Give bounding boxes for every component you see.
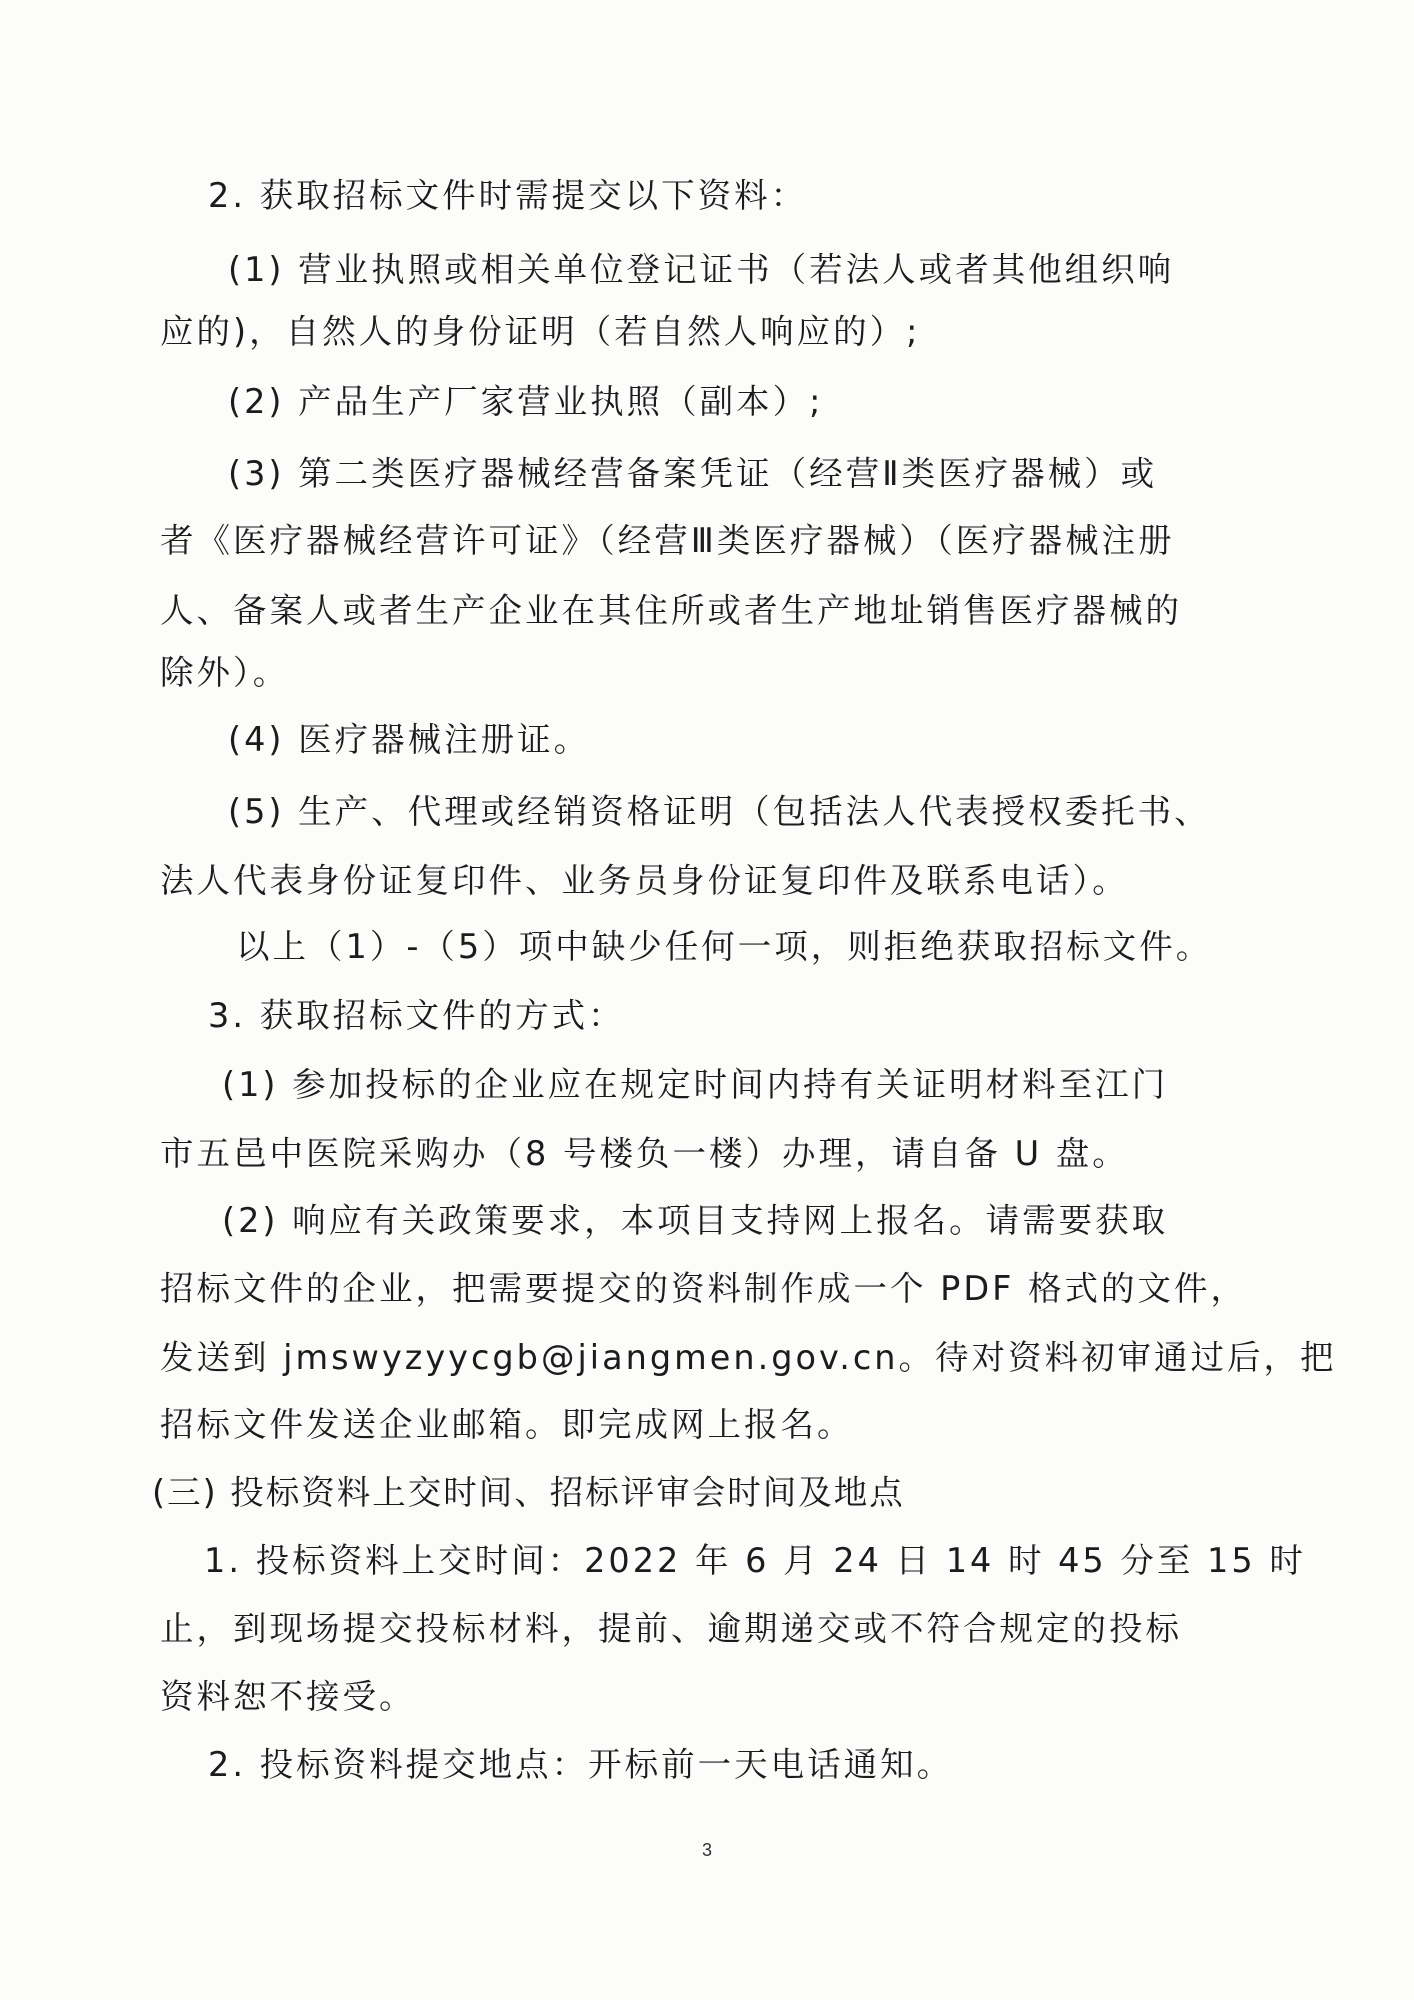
text-line-17: 招标文件的企业，把需要提交的资料制作成一个 PDF 格式的文件， <box>160 1269 1248 1308</box>
text-line-16: (2) 响应有关政策要求，本项目支持网上报名。请需要获取 <box>222 1201 1169 1240</box>
text-line-24: 2. 投标资料提交地点：开标前一天电话通知。 <box>208 1745 954 1784</box>
text-line-3: 应的)，自然人的身份证明（若自然人响应的）; <box>160 312 921 351</box>
text-line-10: (5) 生产、代理或经销资格证明（包括法人代表授权委托书、 <box>228 792 1211 831</box>
text-line-19: 招标文件发送企业邮箱。即完成网上报名。 <box>160 1405 854 1444</box>
section-heading-3: (三) 投标资料上交时间、招标评审会时间及地点 <box>152 1473 905 1512</box>
text-line-6: 者《医疗器械经营许可证》（经营Ⅲ类医疗器械）（医疗器械注册 <box>160 521 1175 560</box>
page-number: 3 <box>701 1840 712 1860</box>
text-line-21: 1. 投标资料上交时间：2022 年 6 月 24 日 14 时 45 分至 15 时 <box>204 1541 1306 1580</box>
text-line-5: (3) 第二类医疗器械经营备案凭证（经营Ⅱ类医疗器械）或 <box>228 454 1158 493</box>
text-line-1: 2. 获取招标文件时需提交以下资料： <box>208 176 808 215</box>
text-line-2: (1) 营业执照或相关单位登记证书（若法人或者其他组织响 <box>228 250 1175 289</box>
text-line-15: 市五邑中医院采购办（8 号楼负一楼）办理，请自备 U 盘。 <box>160 1134 1129 1173</box>
text-line-18: 发送到 jmswyzyycgb@jiangmen.gov.cn。待对资料初审通过后，把 <box>160 1338 1337 1377</box>
text-line-12: 以上（1）-（5）项中缺少任何一项，则拒绝获取招标文件。 <box>236 927 1213 966</box>
text-line-23: 资料恕不接受。 <box>160 1677 416 1716</box>
text-line-11: 法人代表身份证复印件、业务员身份证复印件及联系电话）。 <box>160 861 1129 900</box>
text-line-13: 3. 获取招标文件的方式： <box>208 996 625 1035</box>
text-line-7: 人、备案人或者生产企业在其住所或者生产地址销售医疗器械的 <box>160 591 1182 630</box>
text-line-4: (2) 产品生产厂家营业执照（副本）; <box>228 382 824 421</box>
text-line-14: (1) 参加投标的企业应在规定时间内持有关证明材料至江门 <box>222 1065 1169 1104</box>
text-line-9: (4) 医疗器械注册证。 <box>228 720 591 759</box>
text-line-22: 止，到现场提交投标材料，提前、逾期递交或不符合规定的投标 <box>160 1609 1182 1648</box>
text-line-8: 除外）。 <box>160 653 290 692</box>
